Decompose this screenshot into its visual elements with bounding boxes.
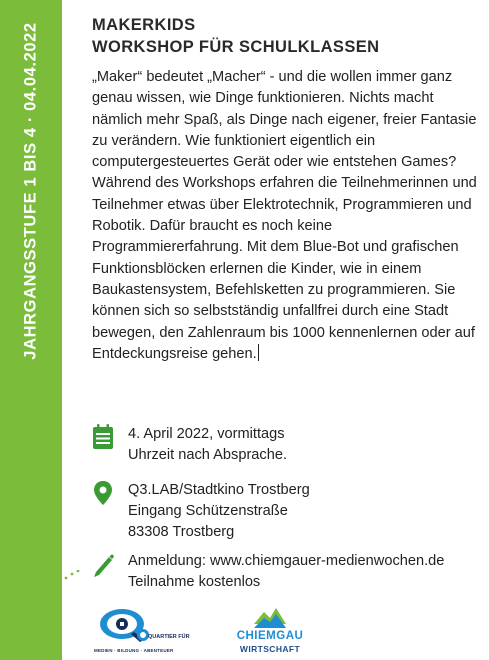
pencil-icon (92, 551, 114, 577)
registration-link[interactable]: Anmeldung: www.chiemgauer-medienwochen.de (128, 553, 445, 569)
chiemgau-name: CHIEMGAU (236, 630, 304, 642)
map-pin-icon (92, 480, 114, 506)
main-content (92, 14, 482, 365)
q3-caption-1: QUARTIER FÜR (148, 634, 190, 640)
chiemgau-logo (230, 606, 310, 660)
location-line-1: Q3.LAB/Stadtkino Trostberg (128, 482, 310, 498)
location-line-2: Eingang Schützenstraße (128, 503, 288, 519)
title-line-1: MAKERKIDS (92, 16, 196, 34)
description-text: „Maker“ bedeutet „Macher“ - und die wollen immer ganz genau wissen, wie Dinge funktionieren. Nichts macht nämlich mehr Spaß, als Dinge nach eigener, freier Fantasie zu verändern. Wie funktioniert eigentlich ein computergesteuertes Gerät oder wie entstehen Games? Während des Workshops erfahren die Teilnehmerinnen und Teilnehmer etwas über Elektrotechnik, Programmieren und Robotik. Dafür braucht es noch keine Programmiererfahrung. Mit dem Blue-Bot und grafischen Funktionsblöcken erlernen die Kinder, wie in einem Baukastensystem, Befehlsketten zu programmieren. Sie können sich so selbstständig unfallfrei durch eine Stadt bewegen, den Zahlenraum bis 1000 kennenlernen oder auf Entdeckungsreise gehen. (92, 69, 477, 362)
chiemgau-sub: WIRTSCHAFT (239, 644, 301, 654)
mountain-icon (254, 606, 286, 628)
title-line-2: WORKSHOP FÜR SCHULKLASSEN (92, 38, 380, 56)
date-line-1: 4. April 2022, vormittags (128, 426, 285, 442)
date-line-2: Uhrzeit nach Absprache. (128, 447, 287, 463)
location-line-3: 83308 Trostberg (128, 524, 235, 540)
q3-logo (94, 606, 204, 654)
registration-fee: Teilnahme kostenlos (128, 574, 261, 590)
description (92, 67, 482, 365)
sponsor-logos (94, 606, 394, 660)
q3-caption-2: MEDIEN · BILDUNG · ABENTEUER (94, 648, 174, 653)
text-cursor (258, 344, 259, 361)
calendar-icon (92, 424, 114, 450)
grade-date-label: JAHRGANGSSTUFE 1 BIS 4 · 04.04.2022 (21, 22, 40, 360)
